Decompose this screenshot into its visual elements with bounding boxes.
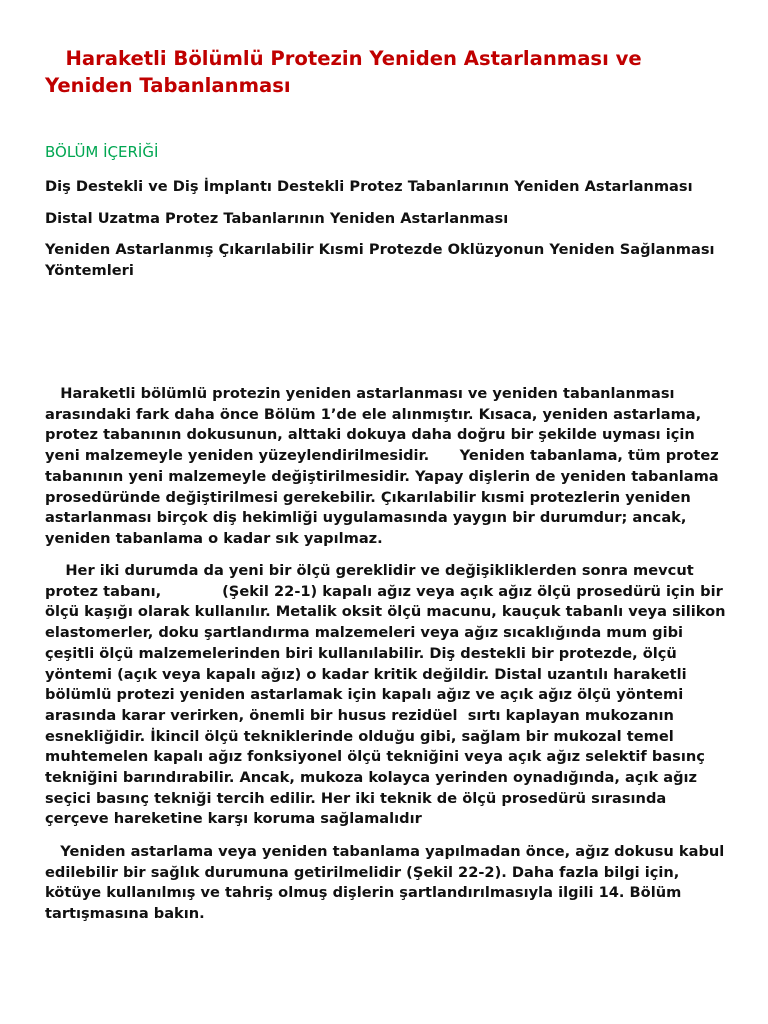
- body-paragraph: Haraketli bölümlü protezin yeniden astarlanması ve yeniden tabanlanması arasındaki fark daha önce Bölüm 1’de ele alınmıştır. Kısaca, yeniden astarlama, protez tabanının dokusunun, alttaki dokuya daha doğru bir şekilde uyması için yeni malzemeyle yeniden yüzeylendirilmesidir. Yeniden tabanlama, tüm protez tabanının yeni malzemeyle değiştirilmesidir. Yapay dişlerin de yeniden tabanlama prosedüründe değiştirilmesi gerekebilir. Çıkarılabilir kısmi protezlerin yeniden astarlanması birçok diş hekimliği uygulamasında yaygın bir durumdur; ancak, yeniden tabanlama o kadar sık yapılmaz.: [45, 385, 724, 547]
- body-paragraph: Her iki durumda da yeni bir ölçü gereklidir ve değişikliklerden sonra mevcut protez tabanı, (Şekil 22-1) kapalı ağız veya açık ağız ölçü prosedürü için bir ölçü kaşığı olarak kullanılır. Metalik oksit ölçü macunu, kauçuk tabanlı veya silikon elastomerler, doku şartlandırma malzemeleri veya ağız sıcaklığında mum gibi çeşitli ölçü malzemelerinden biri kullanılabilir. Diş destekli bir protezde, ölçü yöntemi (açık veya kapalı ağız) o kadar kritik değildir. Distal uzantılı haraketli bölümlü protezi yeniden astarlamak için kapalı ağız ve açık ağız ölçü yöntemi arasında karar verirken, önemli bir husus rezidüel sırtı kaplayan mukozanın esnekliğidir. İkincil ölçü tekniklerinde olduğu gibi, sağlam bir mukozal temel muhtemelen kapalı ağız fonksiyonel ölçü tekniğini veya açık ağız selektif basınç tekniğini barındırabilir. Ancak, mukoza kolayca yerinden oynadığında, açık ağız seçici basınç tekniği tercih edilir. Her iki teknik de ölçü prosedürü sırasında çerçeve hareketine karşı koruma sağlamalıdır: [45, 562, 731, 828]
- document-title: Haraketli Bölümlü Protezin Yeniden Astarlanması ve Yeniden Tabanlanması: [45, 47, 649, 97]
- contents-item: Distal Uzatma Protez Tabanlarının Yeniden Astarlanması: [45, 210, 509, 227]
- body-paragraph: Yeniden astarlama veya yeniden tabanlama yapılmadan önce, ağız dokusu kabul edilebilir bir sağlık durumuna getirilmelidir (Şekil 22-2). Daha fazla bilgi için, kötüye kullanılmış ve tahriş olmuş dişlerin şartlandırılmasıyla ilgili 14. Bölüm tartışmasına bakın.: [45, 843, 730, 923]
- contents-item: Diş Destekli ve Diş İmplantı Destekli Protez Tabanlarının Yeniden Astarlanması: [45, 178, 693, 195]
- contents-item: Yeniden Astarlanmış Çıkarılabilir Kısmi Protezde Oklüzyonun Yeniden Sağlanması Yöntemleri: [45, 241, 715, 279]
- chapter-contents-heading: BÖLÜM İÇERİĞİ: [45, 143, 159, 161]
